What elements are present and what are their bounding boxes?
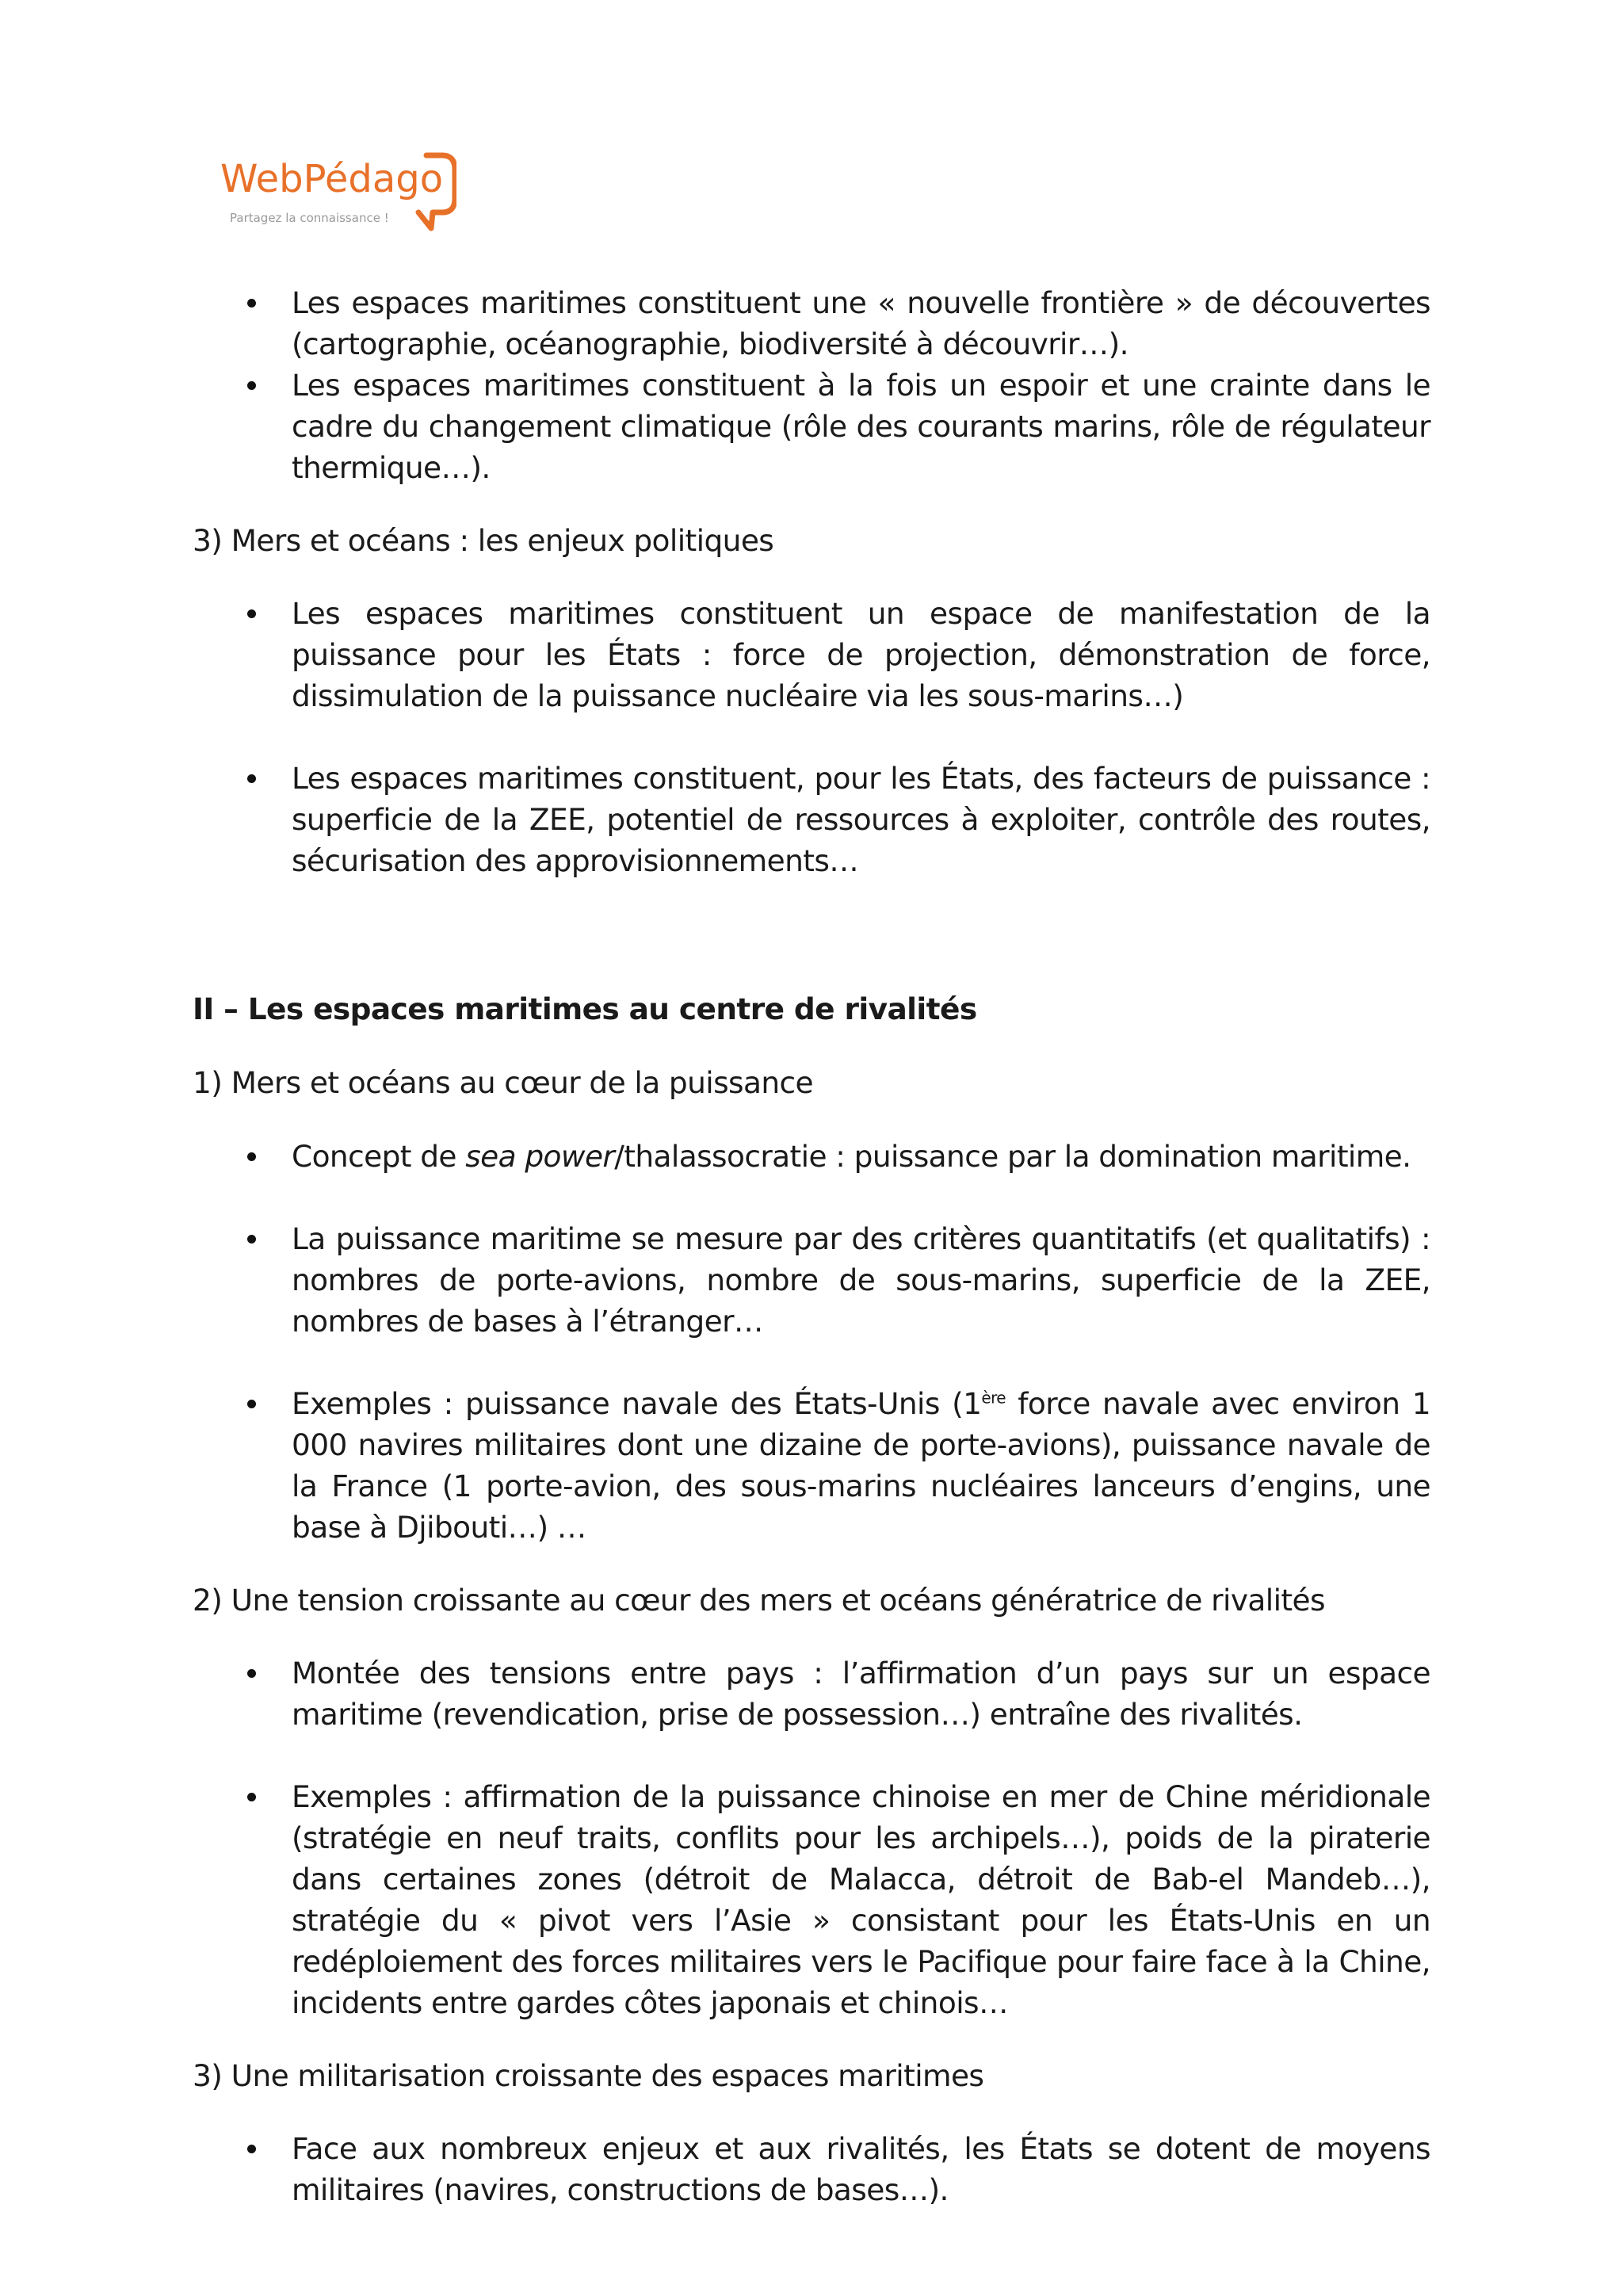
list-item: Les espaces maritimes constituent une « nouvelle frontière » de découvertes (cartographie, océanographie, biodiversité à découvrir…). [193,282,1430,365]
subsection-heading: 3) Une militarisation croissante des espaces maritimes [193,2058,984,2093]
bullet-icon [247,1669,256,1678]
bullet-list-sec3 [193,593,1430,881]
subsection-heading: 1) Mers et océans au cœur de la puissance [193,1065,814,1100]
section-heading: 3) Mers et océans : les enjeux politiques [193,523,774,558]
bullet-icon [247,1235,256,1244]
bullet-icon [247,299,256,308]
bullet-icon [247,1400,256,1408]
logo-tagline: Partagez la connaissance ! [230,211,389,225]
bullet-list-sub3 [193,2128,1430,2210]
bullet-list-block1 [193,282,1430,488]
bullet-list-sub2 [193,1652,1430,2023]
list-item: La puissance maritime se mesure par des critères quantitatifs (et qualitatifs) : nombres de porte-avions, nombre de sous-marins, superficie de la ZEE, nombres de bases à l’étranger… [193,1218,1430,1342]
list-item: Exemples : puissance navale des États-Unis (1ère force navale avec environ 1 000 navires militaires dont une dizaine de porte-avions), puissance navale de la France (1 porte-avion, des sous-marins nucléaires lanceurs d’engins, une base à Djibouti…) … [193,1383,1430,1548]
section-title: II – Les espaces maritimes au centre de rivalités [193,991,977,1026]
list-item: Les espaces maritimes constituent un espace de manifestation de la puissance pour les États : force de projection, démonstration de force, dissimulation de la puissance nucléaire via les sous-marins…) [193,593,1430,716]
subsection-heading: 2) Une tension croissante au cœur des mers et océans génératrice de rivalités [193,1583,1325,1618]
list-item: Face aux nombreux enjeux et aux rivalités, les États se dotent de moyens militaires (navires, constructions de bases…). [193,2128,1430,2210]
logo-name: WebPédago [220,157,444,201]
bullet-icon [247,609,256,618]
list-item: Les espaces maritimes constituent à la fois un espoir et une crainte dans le cadre du changement climatique (rôle des courants marins, rôle de régulateur thermique…). [193,365,1430,488]
bullet-icon [247,1152,256,1161]
bullet-icon [247,774,256,783]
list-item: Concept de sea power/thalassocratie : puissance par la domination maritime. [193,1136,1430,1177]
list-item: Exemples : affirmation de la puissance chinoise en mer de Chine méridionale (stratégie en neuf traits, conflits pour les archipels…), poids de la piraterie dans certaines zones (détroit de Malacca, détroit de Bab-el Mandeb…), stratégie du « pivot vers l’Asie » consistant pour les États-Unis en un redéploiement des forces militaires vers le Pacifique pour faire face à la Chine, incidents entre gardes côtes japonais et chinois… [193,1776,1430,2023]
document-body [193,282,1430,2210]
webpedago-logo [219,146,456,233]
bullet-list-sub1 [193,1136,1430,1548]
bullet-icon [247,381,256,390]
list-item: Montée des tensions entre pays : l’affirmation d’un pays sur un espace maritime (revendication, prise de possession…) entraîne des rivalités. [193,1652,1430,1735]
bullet-icon [247,2145,256,2153]
list-item: Les espaces maritimes constituent, pour les États, des facteurs de puissance : superficie de la ZEE, potentiel de ressources à exploiter, contrôle des routes, sécurisation des approvisionnements… [193,758,1430,881]
logo-mark [219,146,456,233]
bullet-icon [247,1793,256,1801]
